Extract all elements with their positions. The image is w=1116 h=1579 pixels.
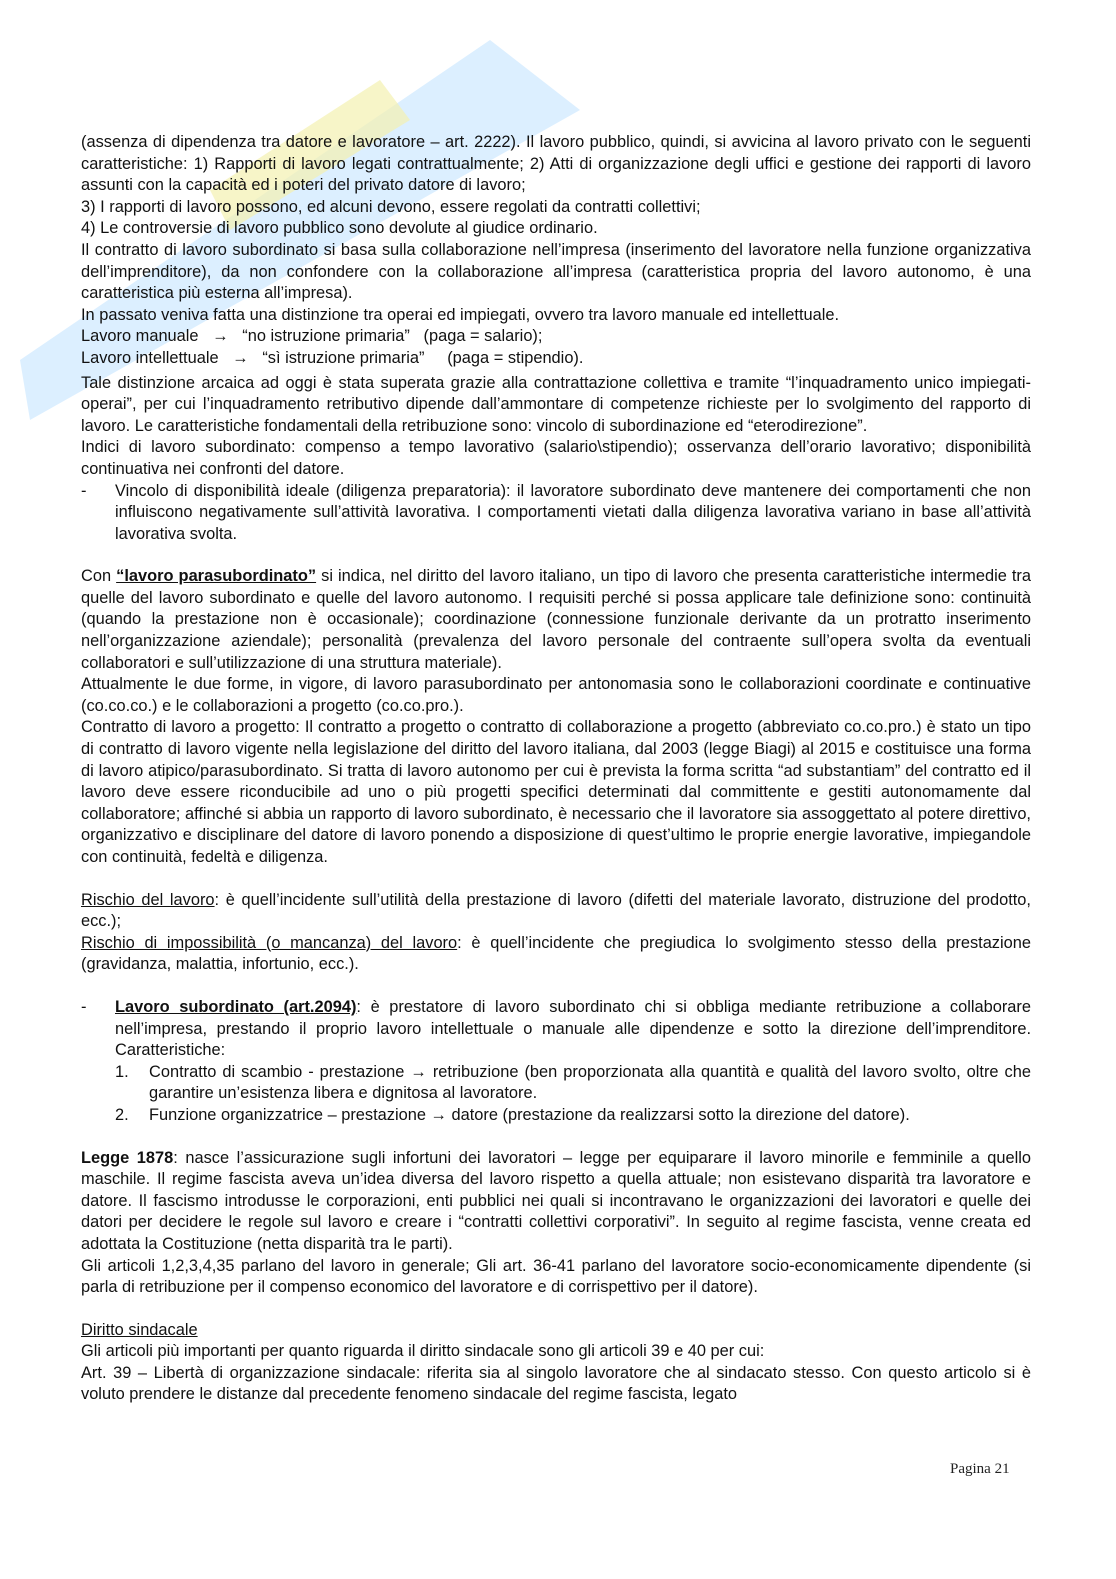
term-lavoro-subordinato: Lavoro subordinato (art.2094): [115, 997, 357, 1016]
arrow-icon: →: [410, 1062, 427, 1081]
arrow-icon: →: [232, 348, 249, 367]
dash-bullet: -: [81, 481, 87, 500]
paragraph: Indici di lavoro subordinato: compenso a tempo lavorativo (salario\stipendio); osservanza dell’orario lavorativo; disponibilità continuativa nei confronti del datore.: [81, 438, 1031, 478]
term-legge-1878: Legge 1878: [81, 1148, 174, 1167]
paragraph: Rischio del lavoro: è quell’incidente sull’utilità della prestazione di lavoro (difetti del materiale lavorato, distruzione del prodotto, ecc.);: [81, 890, 1031, 931]
arrow-icon: →: [430, 1105, 447, 1124]
paragraph: In passato veniva fatta una distinzione tra operai ed impiegati, ovvero tra lavoro manuale ed intellettuale.: [81, 305, 840, 324]
paragraph: Gli articoli 1,2,3,4,35 parlano del lavoro in generale; Gli art. 36-41 parlano del lavoratore socio-economicamente dipendente (si parla di retribuzione per il compenso economico del lavoratore e di corrispettivo per il datore).: [81, 1256, 1031, 1297]
intellectual-labour-row: Lavoro intellettuale → “sì istruzione primaria” (paga = stipendio).: [81, 348, 584, 367]
term-parasubordinato: “lavoro parasubordinato”: [116, 567, 317, 586]
paragraph: Gli articoli più importanti per quanto riguarda il diritto sindacale sono gli articoli 39 e 40 per cui:: [81, 1342, 765, 1361]
paragraph: Contratto di lavoro a progetto: Il contratto a progetto o contratto di collaborazione a progetto (abbreviato co.co.pro.) è stato un tipo di contratto di lavoro vigente nella legislazione del diritto del lavoro italiana, dal 2003 (legge Biagi) al 2015 e costituisce una forma di lavoro atipico/parasubordinato. Si tratta di lavoro autonomo per cui è prevista la forma scritta “ad substantiam” del contratto ed il lavoro deve essere riconducibile ad uno o più progetti specifici determinati dal committente e gestiti autonomamente dal collaboratore; affinché si abbia un rapporto di lavoro subordinato, è necessario che il lavoratore sia assoggettato al potere direttivo, organizzativo e disciplinare del datore di lavoro ponendo a disposizione di quest’ultimo le proprie energie lavorative, impiegandole con continuità, fedeltà e diligenza.: [81, 718, 1031, 866]
paragraph: Tale distinzione arcaica ad oggi è stata superata grazie alla contrattazione collettiva e tramite “l’inquadramento unico impiegati-operai”, per cui l’inquadramento retributivo dipende dall’ammontare di competenze richieste per lo svolgimento del rapporto di lavoro. Le caratteristiche fondamentali della retribuzione sono: vincolo di subordinazione ed “eterodirezione”.: [81, 373, 1031, 435]
paragraph: Con “lavoro parasubordinato” si indica, nel diritto del lavoro italiano, un tipo di lavoro che presenta caratteristiche intermedie tra quelle del lavoro subordinato e quelle del lavoro autonomo. I requisiti perché si possa applicare tale definizione sono: continuità (quando la prestazione non è occasionale); coordinazione (connessione funzionale derivante da un protratto inserimento nell’organizzazione aziendale); personalità (prevalenza del lavoro personale del contraente sull’opera svolta da eventuali collaboratori e sull’utilizzazione di una struttura materiale).: [81, 567, 1031, 672]
numbered-item: 1. Contratto di scambio - prestazione → retribuzione (ben proporzionata alla quantità e qualità del lavoro svolto, oltre che garantire un’esistenza libera e dignitosa al lavoratore.: [115, 1062, 1031, 1103]
page-number: Pagina 21: [950, 1461, 1010, 1477]
document-body: [81, 132, 1031, 1406]
term-rischio-lavoro: Rischio del lavoro: [81, 890, 215, 909]
paragraph: 3) I rapporti di lavoro possono, ed alcuni devono, essere regolati da contratti collettivi;: [81, 197, 701, 216]
paragraph: 4) Le controversie di lavoro pubblico sono devolute al giudice ordinario.: [81, 219, 598, 238]
paragraph: (assenza di dipendenza tra datore e lavoratore – art. 2222). Il lavoro pubblico, quindi, si avvicina al lavoro privato con le seguenti caratteristiche: 1) Rapporti di lavoro legati contrattualmente; 2) Atti di organizzazione degli uffici e gestione dei rapporti di lavoro assunti con la capacità ed i poteri del privato datore di lavoro;: [81, 133, 1031, 195]
paragraph: Il contratto di lavoro subordinato si basa sulla collaborazione nell’impresa (inserimento del lavoratore nella funzione organizzativa dell’imprenditore), da non confondere con la collaborazione all’impresa (caratteristica propria del lavoro autonomo, è una caratteristica più esterna all’impresa).: [81, 240, 1031, 303]
arrow-icon: →: [212, 327, 229, 346]
paragraph: Rischio di impossibilità (o mancanza) del lavoro: è quell’incidente che pregiudica lo svolgimento stesso della prestazione (gravidanza, malattia, infortunio, ecc.).: [81, 933, 1031, 974]
manual-labour-row: Lavoro manuale → “no istruzione primaria” (paga = salario);: [81, 327, 543, 346]
dash-bullet: -: [81, 997, 87, 1016]
term-rischio-impossibilita: Rischio di impossibilità (o mancanza) del lavoro: [81, 933, 458, 952]
section-heading: Diritto sindacale: [81, 1320, 198, 1339]
numbered-item: 2. Funzione organizzatrice – prestazione → datore (prestazione da realizzarsi sotto la direzione del datore).: [115, 1105, 910, 1124]
paragraph: Legge 1878: nasce l’assicurazione sugli infortuni dei lavoratori – legge per equiparare il lavoro minorile e femminile a quello maschile. Il regime fascista aveva un’idea diversa del lavoro rispetto a quella attuale; non esistevano disparità tra lavoratore e datore. Il fascismo introdusse le corporazioni, enti pubblici nei quali si incontravano le organizzazioni dei lavoratori e quelle dei datori per decidere le regole sul lavoro e creare i “contratti collettivi corporativi”. In seguito al regime fascista, venne creata ed adottata la Costituzione (netta disparità tra le parti).: [81, 1148, 1031, 1253]
dash-list-item: - Lavoro subordinato (art.2094): è prestatore di lavoro subordinato chi si obbliga mediante retribuzione a collaborare nell’impresa, prestando il proprio lavoro intellettuale o manuale alle dipendenze e sotto la direzione dell’imprenditore. Caratteristiche:: [81, 997, 1031, 1060]
paragraph: Attualmente le due forme, in vigore, di lavoro parasubordinato per antonomasia sono le collaborazioni coordinate e continuative (co.co.co.) e le collaborazioni a progetto (co.co.pro.).: [81, 675, 1031, 715]
paragraph: Art. 39 – Libertà di organizzazione sindacale: riferita sia al singolo lavoratore che al sindacato stesso. Con questo articolo si è voluto prendere le distanze dal precedente fenomeno sindacale del regime fascista, legato: [81, 1363, 1031, 1404]
dash-list-item: - Vincolo di disponibilità ideale (diligenza preparatoria): il lavoratore subordinato deve mantenere dei comportamenti che non influiscono negativamente sull’attività lavorativa. I comportamenti vietati dalla diligenza lavorativa variano in base all’attività lavorativa svolta.: [81, 481, 1031, 543]
